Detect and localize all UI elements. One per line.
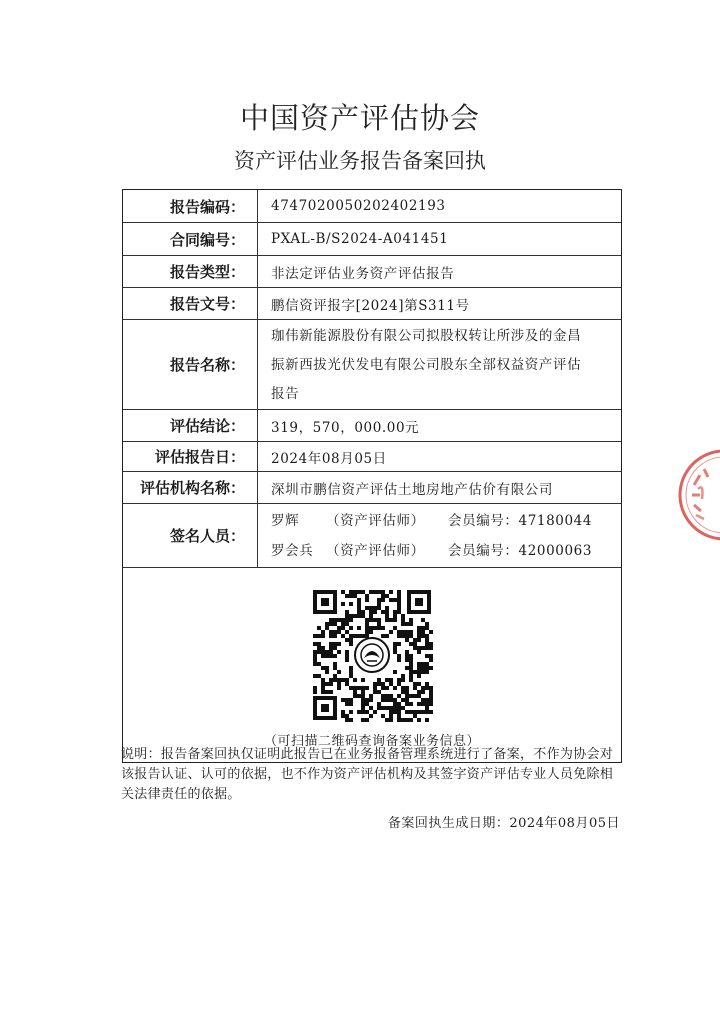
qr-code-icon[interactable] [311,588,433,722]
report-code-value: 4747020050202402193 [271,198,446,214]
report-name-label: 报告名称： [123,320,258,409]
report-type-value: 非法定评估业务资产评估报告 [271,265,455,282]
institution-value: 深圳市鹏信资产评估土地房地产估价有限公司 [271,481,553,498]
signer-role: （资产评估师） [326,512,425,529]
row-report-type [123,256,621,288]
association-logo-icon [355,638,389,672]
row-report-date [123,442,621,472]
row-report-doc-no [123,288,621,320]
signer-row [271,506,592,536]
report-name-line: 报告 [271,386,300,402]
row-institution [123,472,621,504]
row-signers [123,504,621,568]
page-subtitle: 资产评估业务报告备案回执 [234,149,486,173]
report-date-label: 评估报告日： [123,442,258,471]
signer-role: （资产评估师） [326,542,425,559]
disclaimer-note: 说明：报告备案回执仅证明此报告已在业务报备管理系统进行了备案，不作为协会对该报告认证、认可的依据，也不作为资产评估机构及其签字资产评估专业人员免除相关法律责任的依据。 [121,747,614,802]
report-name-line: 振新西拔光伏发电有限公司股东全部权益资产评估 [271,357,582,373]
signer-member-no: 会员编号：42000063 [448,542,593,559]
signer-name: 罗会兵 [271,542,314,559]
signers-label: 签名人员： [123,504,258,567]
row-contract-no [123,223,621,256]
report-name-value [258,320,621,409]
row-report-name [123,320,621,410]
row-qr [123,568,621,762]
signer-name: 罗辉 [271,512,300,529]
filing-receipt-table [122,189,622,763]
report-doc-no-label: 报告文号： [123,288,258,319]
conclusion-label: 评估结论： [123,410,258,441]
row-report-code [123,190,621,223]
signer-row [271,536,592,566]
row-conclusion [123,410,621,442]
report-name-line: 珈伟新能源股份有限公司拟股权转让所涉及的金昌 [271,328,582,344]
signers-list [258,504,621,567]
seal-stamp-icon [674,445,720,545]
report-doc-no-value: 鹏信资评报字[2024]第S311号 [271,297,470,314]
qr-caption: （可扫描二维码查询备案业务信息） [263,734,480,749]
report-date-value: 2024年08月05日 [271,450,387,467]
page-title: 中国资产评估协会 [239,101,480,135]
institution-label: 评估机构名称： [123,472,258,503]
contract-no-label: 合同编号： [123,223,258,255]
conclusion-value: 319，570，000.00元 [271,419,420,436]
report-type-label: 报告类型： [123,256,258,287]
contract-no-value: PXAL-B/S2024-A041451 [271,231,449,247]
report-code-label: 报告编码： [123,190,258,222]
generated-date: 备案回执生成日期：2024年08月05日 [387,816,620,831]
signer-member-no: 会员编号：47180044 [448,512,593,529]
